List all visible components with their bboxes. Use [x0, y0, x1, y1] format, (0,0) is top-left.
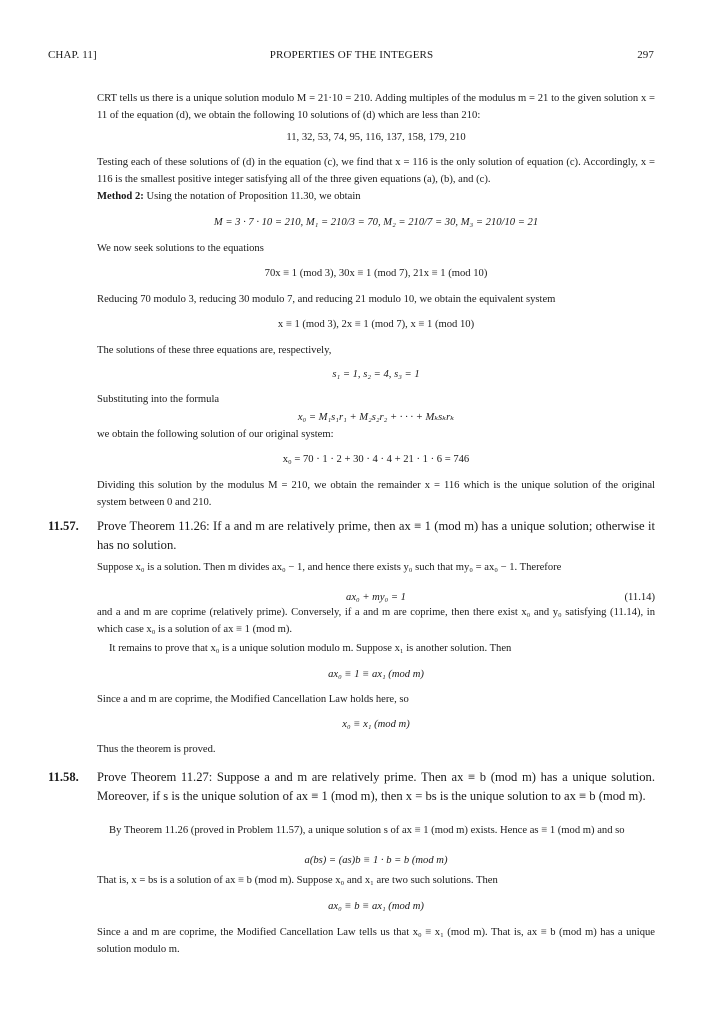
- equation-equivalent-system: x ≡ 1 (mod 3), 2x ≡ 1 (mod 7), x ≡ 1 (mod 10): [277, 319, 475, 330]
- dividing-paragraph: Dividing this solution by the modulus M = 210, we obtain the remainder x = 116 which is the unique solution of the original system between 0 and 210.: [97, 480, 655, 508]
- problem-number: 11.58.: [48, 770, 79, 784]
- equation-11-14-body: ax₀ + my₀ = 1: [346, 592, 406, 603]
- equation-ax0-b-ax1: ax₀ ≡ b ≡ ax₁ (mod m): [328, 901, 424, 912]
- page-number: 297: [637, 49, 654, 61]
- problem-11-58: [48, 768, 655, 806]
- proof-11-58-p1: By Theorem 11.26 (proved in Problem 11.57), a unique solution s of ax ≡ 1 (mod m) exists. Hence as ≡ 1 (mod m) and so: [109, 825, 625, 836]
- equation-x0-value: x₀ = 70 · 1 · 2 + 30 · 4 · 4 + 21 · 1 · 6 = 746: [282, 454, 470, 465]
- obtain-solution-text: we obtain the following solution of our original system:: [97, 429, 334, 440]
- testing-paragraph: Testing each of these solutions of (d) in the equation (c), we find that x = 116 is the only solution of equation (c). Accordingly, x = 116 is the smallest positive integer satisfying all of the three given equations (a), (b), and (c).: [97, 157, 655, 185]
- proof-11-57-p2: and a and m are coprime (relatively prime). Conversely, if a and m are coprime, then there exist x₀ and y₀ satisfying (11.14), in which case x₀ is a solution of ax ≡ 1 (mod m).: [97, 607, 655, 635]
- method2-line: [97, 189, 655, 206]
- method2-label: Method 2:: [97, 191, 144, 202]
- running-title: PROPERTIES OF THE INTEGERS: [269, 49, 434, 61]
- proof-11-57-p1: Suppose x₀ is a solution. Then m divides ax₀ − 1, and hence there exists y₀ such that my₀ = ax₀ − 1. Therefore: [97, 562, 562, 573]
- problem-number: 11.57.: [48, 519, 79, 533]
- solutions-respectively-text: The solutions of these three equations are, respectively,: [97, 345, 332, 356]
- reducing-text: Reducing 70 modulo 3, reducing 30 modulo 7, and reducing 21 modulo 10, we obtain the equivalent system: [97, 294, 556, 305]
- equation-moduli: M = 3 · 7 · 10 = 210, M₁ = 210/3 = 70, M₂ = 210/7 = 30, M₃ = 210/10 = 21: [213, 217, 539, 228]
- equation-x0-x1: x₀ ≡ x₁ (mod m): [342, 719, 410, 730]
- problem-statement: Prove Theorem 11.27: Suppose a and m are relatively prime. Then ax ≡ b (mod m) has a unique solution. Moreover, if s is the unique solution of ax ≡ 1 (mod m), then x = bs is the unique solution to ax ≡ b (mod m).: [97, 770, 655, 803]
- seek-solutions-text: We now seek solutions to the equations: [97, 243, 264, 254]
- proof-11-58-p2: That is, x = bs is a solution of ax ≡ b (mod m). Suppose x₀ and x₁ are two such solutions. Then: [97, 875, 498, 886]
- proof-11-57-p5: Thus the theorem is proved.: [97, 744, 216, 755]
- proof-11-58-p3: Since a and m are coprime, the Modified Cancellation Law tells us that x₀ ≡ x₁ (mod m). That is, ax ≡ b (mod m) has a unique solution modulo m.: [97, 927, 655, 955]
- proof-11-57-p4: Since a and m are coprime, the Modified Cancellation Law holds here, so: [97, 694, 409, 705]
- equation-s-values: s₁ = 1, s₂ = 4, s₃ = 1: [332, 369, 420, 380]
- problem-11-57: [48, 517, 655, 555]
- equation-ax0-ax1: ax₀ ≡ 1 ≡ ax₁ (mod m): [328, 669, 424, 680]
- crt-paragraph: CRT tells us there is a unique solution modulo M = 21·10 = 210. Adding multiples of the modulus m = 21 to the given solution x = 11 of the equation (d), we obtain the following 10 solutions of (d) which are less than 210:: [97, 93, 655, 121]
- problem-statement: Prove Theorem 11.26: If a and m are relatively prime, then ax ≡ 1 (mod m) has a unique solution; otherwise it has no solution.: [97, 519, 655, 552]
- chapter-label: CHAP. 11]: [48, 49, 97, 61]
- method2-text: Using the notation of Proposition 11.30, we obtain: [143, 191, 361, 202]
- solutions-list: 11, 32, 53, 74, 95, 116, 137, 158, 179, 210: [286, 132, 466, 143]
- equation-11-14: [97, 590, 655, 606]
- substituting-text: Substituting into the formula: [97, 394, 220, 405]
- equation-number: (11.14): [624, 592, 655, 603]
- proof-11-57-p3: It remains to prove that x₀ is a unique solution modulo m. Suppose x₁ is another solution. Then: [109, 643, 512, 654]
- equation-abs: a(bs) = (as)b ≡ 1 · b = b (mod m): [304, 855, 448, 866]
- equation-formula: x₀ = M₁s₁r₁ + M₂s₂r₂ + · · · + Mₖsₖrₖ: [297, 412, 455, 423]
- equation-congruences: 70x ≡ 1 (mod 3), 30x ≡ 1 (mod 7), 21x ≡ 1 (mod 10): [264, 268, 488, 279]
